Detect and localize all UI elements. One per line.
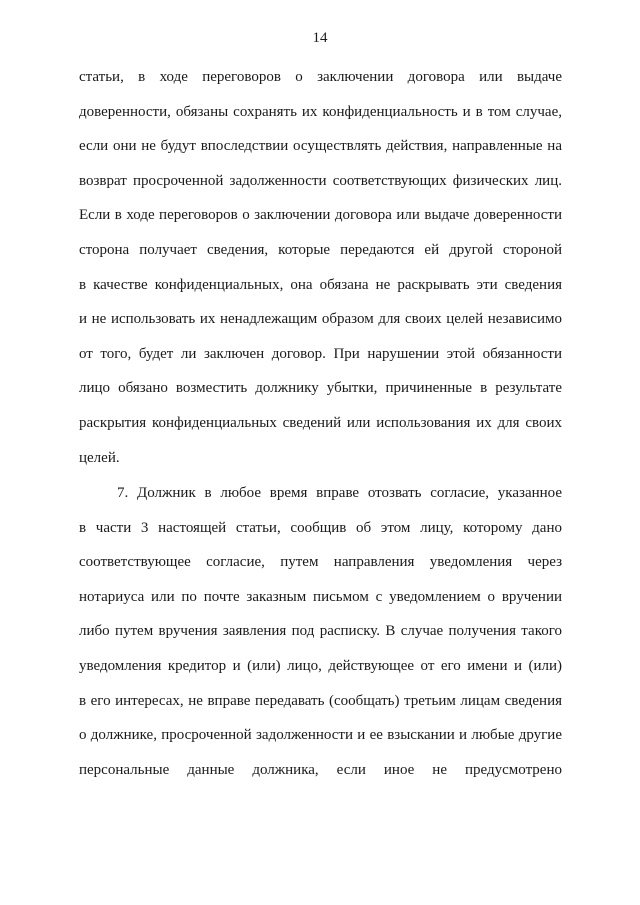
text-line: если они не будут впоследствии осуществлять действия, направленные на bbox=[79, 138, 562, 155]
text-line: в части 3 настоящей статьи, сообщив об этом лицу, которому дано bbox=[79, 519, 562, 536]
text-line: о должнике, просроченной задолженности и ее взыскании и любые другие bbox=[79, 727, 562, 744]
text-line: статьи, в ходе переговоров о заключении договора или выдаче bbox=[79, 69, 562, 85]
page-number: 14 bbox=[312, 30, 328, 46]
text-line: 7. Должник в любое время вправе отозвать согласие, указанное bbox=[117, 485, 562, 501]
text-line: лицо обязано возместить должнику убытки, причиненные в результате bbox=[79, 380, 562, 397]
text-line: уведомления кредитор и (или) лицо, действующее от его имени и (или) bbox=[79, 657, 562, 674]
text-line: Если в ходе переговоров о заключении договора или выдаче доверенности bbox=[79, 207, 562, 224]
text-line: в качестве конфиденциальных, она обязана не раскрывать эти сведения bbox=[79, 276, 562, 293]
text-line: и не использовать их ненадлежащим образом для своих целей независимо bbox=[79, 311, 562, 328]
text-line: сторона получает сведения, которые передаются ей другой стороной bbox=[79, 241, 562, 258]
text-line: либо путем вручения заявления под расписку. В случае получения такого bbox=[79, 623, 562, 640]
paragraph-1 bbox=[79, 66, 562, 481]
text-line: целей. bbox=[79, 449, 120, 466]
text-line: доверенности, обязаны сохранять их конфиденциальность и в том случае, bbox=[79, 103, 562, 120]
paragraph-2 bbox=[79, 482, 562, 793]
text-line: соответствующее согласие, путем направления уведомления через bbox=[79, 554, 562, 571]
text-line: возврат просроченной задолженности соответствующих физических лиц. bbox=[79, 172, 562, 189]
text-line: в его интересах, не вправе передавать (сообщать) третьим лицам сведения bbox=[79, 692, 562, 709]
text-line: раскрытия конфиденциальных сведений или использования их для своих bbox=[79, 414, 562, 431]
text-line: персональные данные должника, если иное не предусмотрено bbox=[79, 761, 562, 778]
text-line: от того, будет ли заключен договор. При нарушении этой обязанности bbox=[79, 345, 562, 362]
text-line: нотариуса или по почте заказным письмом с уведомлением о вручении bbox=[79, 588, 562, 605]
